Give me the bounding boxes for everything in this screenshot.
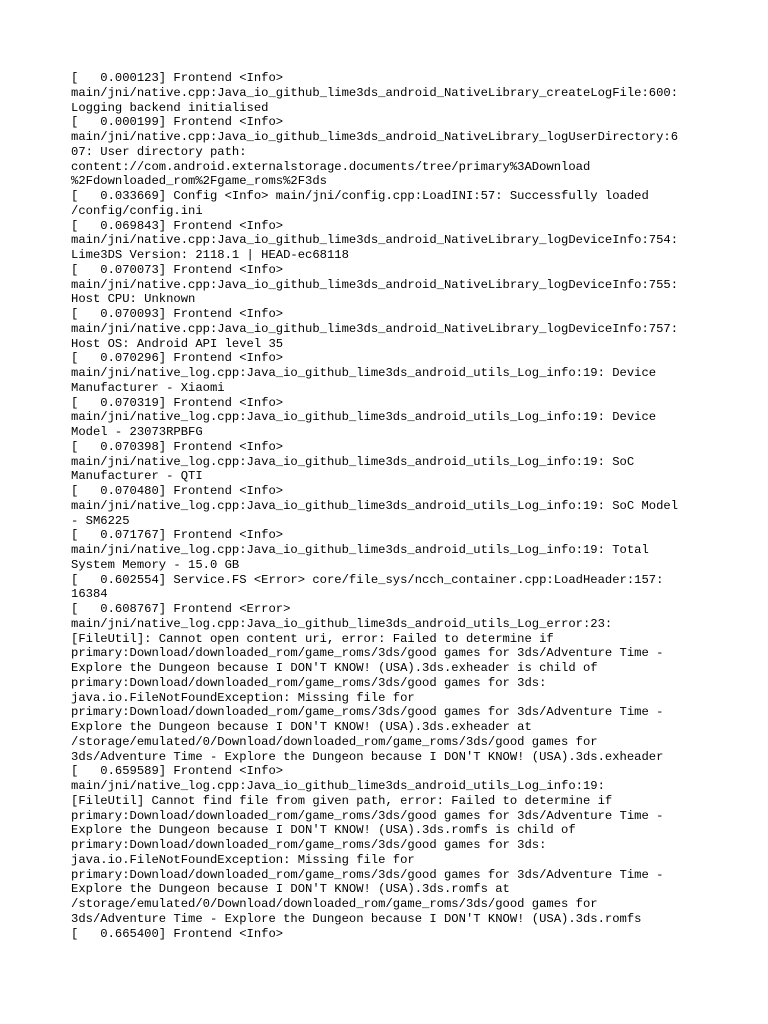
log-line: 3ds/Adventure Time - Explore the Dungeon because I DON'T KNOW! (USA).3ds.romfs bbox=[71, 911, 642, 926]
log-line: [ 0.608767] Frontend <Error> bbox=[71, 602, 291, 616]
log-line: primary:Download/downloaded_rom/game_roms/3ds/good games for 3ds: bbox=[71, 675, 547, 690]
log-line: Manufacturer - Xiaomi bbox=[71, 380, 225, 395]
log-line: main/jni/native_log.cpp:Java_io_github_lime3ds_android_utils_Log_info:19: SoC bbox=[71, 454, 635, 469]
log-line: [ 0.000123] Frontend <Info> bbox=[71, 71, 284, 85]
log-text-view bbox=[71, 71, 761, 941]
log-line: main/jni/native_log.cpp:Java_io_github_lime3ds_android_utils_Log_info:19: Total bbox=[71, 543, 649, 557]
log-line: primary:Download/downloaded_rom/game_roms/3ds/good games for 3ds/Adventure Time - bbox=[71, 705, 664, 720]
log-line: primary:Download/downloaded_rom/game_roms/3ds/good games for 3ds/Adventure Time - bbox=[71, 646, 664, 661]
log-line: Explore the Dungeon because I DON'T KNOW! (USA).3ds.exheader at bbox=[71, 720, 532, 734]
log-line: Explore the Dungeon because I DON'T KNOW! (USA).3ds.romfs is child of bbox=[71, 823, 576, 838]
log-line: Explore the Dungeon because I DON'T KNOW! (USA).3ds.exheader is child of bbox=[71, 661, 598, 675]
log-line: [FileUtil]: Cannot open content uri, error: Failed to determine if bbox=[71, 631, 554, 646]
log-line: [FileUtil] Cannot find file from given path, error: Failed to determine if bbox=[71, 793, 613, 808]
log-line: Manufacturer - QTI bbox=[71, 469, 203, 484]
log-line: primary:Download/downloaded_rom/game_roms/3ds/good games for 3ds/Adventure Time - bbox=[71, 867, 664, 882]
log-line: main/jni/native.cpp:Java_io_github_lime3ds_android_NativeLibrary_logDeviceInfo:755: bbox=[71, 277, 679, 292]
log-line: Host OS: Android API level 35 bbox=[71, 336, 284, 351]
log-line: main/jni/native_log.cpp:Java_io_github_lime3ds_android_utils_Log_info:19: SoC Model bbox=[71, 498, 679, 513]
log-line: Explore the Dungeon because I DON'T KNOW! (USA).3ds.romfs at bbox=[71, 882, 510, 897]
log-line: [ 0.070296] Frontend <Info> bbox=[71, 351, 284, 366]
log-line: [ 0.602554] Service.FS <Error> core/file_sys/ncch_container.cpp:LoadHeader:157: bbox=[71, 572, 664, 587]
log-line: [ 0.659589] Frontend <Info> bbox=[71, 764, 284, 779]
log-line: Logging backend initialised bbox=[71, 100, 269, 115]
log-line: [ 0.000199] Frontend <Info> bbox=[71, 115, 284, 130]
log-line: java.io.FileNotFoundException: Missing file for bbox=[71, 852, 415, 867]
log-line: [ 0.070480] Frontend <Info> bbox=[71, 484, 284, 498]
log-line: primary:Download/downloaded_rom/game_roms/3ds/good games for 3ds/Adventure Time - bbox=[71, 808, 664, 823]
log-line: [ 0.071767] Frontend <Info> bbox=[71, 528, 284, 543]
log-line: [ 0.070398] Frontend <Info> bbox=[71, 439, 284, 454]
log-line: main/jni/native_log.cpp:Java_io_github_lime3ds_android_utils_Log_error:23: bbox=[71, 616, 613, 631]
log-line: main/jni/native.cpp:Java_io_github_lime3ds_android_NativeLibrary_logDeviceInfo:754: bbox=[71, 233, 679, 248]
log-line: main/jni/native.cpp:Java_io_github_lime3ds_android_NativeLibrary_logDeviceInfo:757: bbox=[71, 321, 679, 336]
log-line: - SM6225 bbox=[71, 513, 130, 528]
log-line: Host CPU: Unknown bbox=[71, 292, 196, 307]
log-line: [ 0.665400] Frontend <Info> bbox=[71, 926, 284, 941]
log-line: [ 0.070073] Frontend <Info> bbox=[71, 262, 284, 277]
log-line: [ 0.033669] Config <Info> main/jni/config.cpp:LoadINI:57: Successfully loaded bbox=[71, 189, 649, 203]
log-line: Lime3DS Version: 2118.1 | HEAD-ec68118 bbox=[71, 248, 349, 262]
log-line: [ 0.070093] Frontend <Info> bbox=[71, 307, 284, 321]
log-line: [ 0.070319] Frontend <Info> bbox=[71, 395, 284, 410]
log-line: 3ds/Adventure Time - Explore the Dungeon because I DON'T KNOW! (USA).3ds.exheader bbox=[71, 749, 664, 764]
log-line: main/jni/native.cpp:Java_io_github_lime3ds_android_NativeLibrary_logUserDirectory:6 bbox=[71, 130, 679, 144]
log-line: /config/config.ini bbox=[71, 203, 203, 218]
log-line: /storage/emulated/0/Download/downloaded_rom/game_roms/3ds/good games for bbox=[71, 897, 598, 911]
log-line: main/jni/native.cpp:Java_io_github_lime3ds_android_NativeLibrary_createLogFile:600: bbox=[71, 85, 679, 100]
log-line: /storage/emulated/0/Download/downloaded_rom/game_roms/3ds/good games for bbox=[71, 734, 598, 749]
log-line: System Memory - 15.0 GB bbox=[71, 557, 240, 572]
log-line: 07: User directory path: bbox=[71, 144, 247, 159]
log-line: %2Fdownloaded_rom%2Fgame_roms%2F3ds bbox=[71, 174, 327, 189]
log-line: main/jni/native_log.cpp:Java_io_github_lime3ds_android_utils_Log_info:19: bbox=[71, 779, 605, 793]
log-line: primary:Download/downloaded_rom/game_roms/3ds/good games for 3ds: bbox=[71, 838, 547, 852]
log-line: main/jni/native_log.cpp:Java_io_github_lime3ds_android_utils_Log_info:19: Device bbox=[71, 410, 657, 425]
log-line: Model - 23073RPBFG bbox=[71, 425, 203, 439]
log-line: 16384 bbox=[71, 587, 108, 602]
log-line: [ 0.069843] Frontend <Info> bbox=[71, 218, 284, 233]
log-line: main/jni/native_log.cpp:Java_io_github_lime3ds_android_utils_Log_info:19: Device bbox=[71, 366, 657, 380]
log-line: content://com.android.externalstorage.documents/tree/primary%3ADownload bbox=[71, 159, 591, 174]
log-line: java.io.FileNotFoundException: Missing file for bbox=[71, 690, 415, 705]
